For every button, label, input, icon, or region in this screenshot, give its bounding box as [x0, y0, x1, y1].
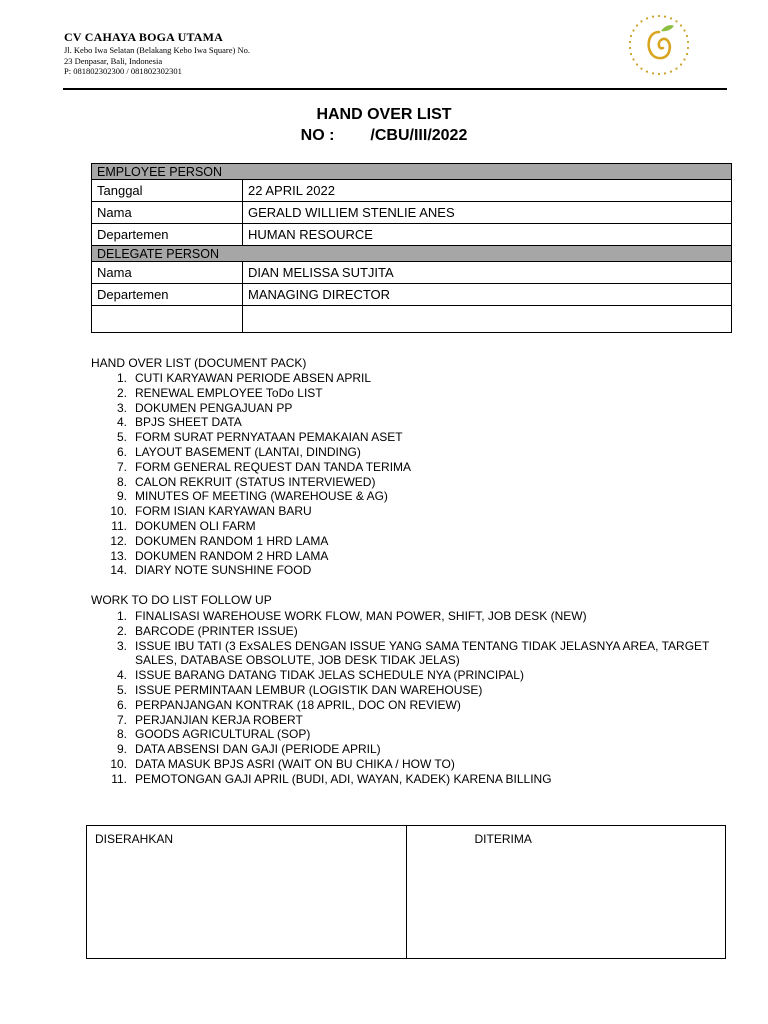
signature-column-diterima — [407, 826, 726, 958]
company-address-line-2: 23 Denpasar, Bali, Indonesia — [64, 55, 163, 66]
list-item — [91, 430, 731, 445]
list-item — [91, 742, 731, 757]
list-item-number: 5. — [116, 430, 127, 445]
list-item-text: FORM SURAT PERNYATAAN PEMAKAIAN ASET — [135, 430, 403, 445]
list-item-text: DIARY NOTE SUNSHINE FOOD — [135, 563, 312, 578]
list-item — [91, 549, 731, 564]
list-item-text: DOKUMEN RANDOM 2 HRD LAMA — [135, 548, 329, 563]
employee-departemen-label: Departemen — [92, 224, 243, 246]
list-item — [91, 698, 731, 713]
diterima-label: DITERIMA — [474, 832, 532, 846]
list-item-number: 7. — [116, 459, 127, 474]
list-item-number: 1. — [116, 609, 127, 623]
list-item-number: 14. — [110, 563, 127, 578]
list-item — [91, 563, 731, 578]
list-item — [91, 504, 731, 519]
person-info-table — [91, 163, 732, 333]
signature-box — [86, 825, 726, 959]
company-address-line-1: Jl. Kebo Iwa Selatan (Belakang Kebo Iwa Square) No. — [64, 45, 250, 55]
company-header — [64, 30, 250, 77]
list-item-text: DOKUMEN RANDOM 1 HRD LAMA — [135, 533, 329, 548]
tanggal-value: 22 APRIL 2022 — [243, 180, 732, 202]
company-logo-icon — [624, 12, 694, 78]
document-title: HAND OVER LIST — [316, 106, 452, 123]
list-item-number: 8. — [116, 727, 127, 742]
list-item-number: 4. — [116, 668, 127, 683]
list-item — [91, 371, 731, 386]
employee-departemen-value: HUMAN RESOURCE — [243, 224, 732, 246]
list-item-text: CUTI KARYAWAN PERIODE ABSEN APRIL — [135, 371, 372, 385]
list-item-number: 9. — [116, 742, 127, 757]
delegate-departemen-value: MANAGING DIRECTOR — [243, 284, 732, 306]
handover-list — [91, 371, 731, 578]
list-item-number: 13. — [110, 548, 127, 563]
list-item-text: ISSUE IBU TATI (3 ExSALES DENGAN ISSUE YANG SAMA TENTANG TIDAK JELASNYA AREA, TARGET SALES, DATABASE OBSOLUTE, JOB DESK TIDAK JELAS) — [135, 638, 710, 668]
list-item — [91, 668, 731, 683]
list-item-number: 10. — [110, 756, 127, 771]
list-item-text: LAYOUT BASEMENT (LANTAI, DINDING) — [135, 444, 361, 459]
list-item-number: 1. — [116, 371, 127, 385]
handover-heading: HAND OVER LIST (DOCUMENT PACK) — [91, 356, 307, 370]
list-item — [91, 639, 731, 669]
list-item — [91, 401, 731, 416]
list-item-text: FINALISASI WAREHOUSE WORK FLOW, MAN POWER, SHIFT, JOB DESK (NEW) — [135, 609, 587, 623]
list-item-text: ISSUE PERMINTAAN LEMBUR (LOGISTIK DAN WAREHOUSE) — [135, 682, 483, 697]
list-item-number: 2. — [116, 623, 127, 638]
list-item — [91, 624, 731, 639]
list-item-number: 10. — [110, 504, 127, 519]
signature-column-diserahkan — [87, 826, 407, 958]
table-row — [92, 224, 732, 246]
list-item-text: DATA MASUK BPJS ASRI (WAIT ON BU CHIKA / HOW TO) — [135, 756, 455, 771]
worktodo-heading: WORK TO DO LIST FOLLOW UP — [91, 593, 272, 607]
list-item-number: 2. — [116, 385, 127, 400]
list-item — [91, 713, 731, 728]
list-item-number: 12. — [110, 533, 127, 548]
table-row-empty — [92, 306, 732, 333]
employee-nama-label: Nama — [92, 202, 243, 224]
list-item-number: 6. — [116, 444, 127, 459]
list-item — [91, 445, 731, 460]
document-number-label: NO : — [300, 127, 335, 144]
list-item-text: CALON REKRUIT (STATUS INTERVIEWED) — [135, 474, 376, 489]
tanggal-label: Tanggal — [92, 180, 243, 202]
list-item-text: DOKUMEN OLI FARM — [135, 518, 256, 533]
list-item-number: 11. — [111, 518, 127, 533]
document-number — [0, 127, 768, 145]
list-item — [91, 757, 731, 772]
list-item-number: 3. — [116, 400, 127, 415]
list-item — [91, 475, 731, 490]
list-item-number: 9. — [116, 489, 127, 504]
list-item — [91, 727, 731, 742]
list-item-text: ISSUE BARANG DATANG TIDAK JELAS SCHEDULE NYA (PRINCIPAL) — [135, 668, 524, 683]
list-item-text: BPJS SHEET DATA — [135, 415, 242, 430]
list-item-number: 4. — [116, 415, 127, 430]
diserahkan-label: DISERAHKAN — [95, 832, 174, 846]
company-name: CV CAHAYA BOGA UTAMA — [64, 30, 224, 44]
list-item-number: 3. — [116, 638, 127, 653]
list-item-number: 7. — [116, 712, 127, 727]
list-item — [91, 609, 731, 624]
delegate-nama-label: Nama — [92, 262, 243, 284]
table-row — [92, 262, 732, 284]
company-phone: P: 081802302300 / 081802302301 — [64, 66, 182, 76]
header-divider — [63, 88, 727, 90]
list-item-text: FORM GENERAL REQUEST DAN TANDA TERIMA — [135, 459, 412, 474]
list-item-text: PEMOTONGAN GAJI APRIL (BUDI, ADI, WAYAN, KADEK) KARENA BILLING — [135, 771, 552, 786]
list-item-text: MINUTES OF MEETING (WAREHOUSE & AG) — [135, 489, 388, 504]
delegate-nama-value: DIAN MELISSA SUTJITA — [243, 262, 732, 284]
list-item-text: DOKUMEN PENGAJUAN PP — [135, 400, 293, 415]
delegate-person-header: DELEGATE PERSON — [92, 246, 732, 262]
list-item — [91, 683, 731, 698]
list-item-number: 8. — [116, 474, 127, 489]
document-number-value: /CBU/III/2022 — [370, 127, 468, 144]
list-item — [91, 519, 731, 534]
employee-person-header: EMPLOYEE PERSON — [92, 164, 732, 180]
list-item-text: GOODS AGRICULTURAL (SOP) — [135, 727, 311, 742]
list-item-text: FORM ISIAN KARYAWAN BARU — [135, 504, 312, 519]
delegate-departemen-label: Departemen — [92, 284, 243, 306]
employee-nama-value: GERALD WILLIEM STENLIE ANES — [243, 202, 732, 224]
list-item-text: PERPANJANGAN KONTRAK (18 APRIL, DOC ON REVIEW) — [135, 697, 461, 712]
list-item — [91, 534, 731, 549]
list-item — [91, 489, 731, 504]
list-item-text: PERJANJIAN KERJA ROBERT — [135, 712, 303, 727]
worktodo-list — [91, 609, 731, 787]
empty-cell — [92, 306, 243, 333]
list-item-text: RENEWAL EMPLOYEE ToDo LIST — [135, 385, 323, 400]
list-item — [91, 386, 731, 401]
table-section-row — [92, 164, 732, 180]
list-item-number: 11. — [111, 771, 127, 786]
list-item — [91, 772, 731, 787]
table-row — [92, 180, 732, 202]
list-item-number: 6. — [116, 697, 127, 712]
table-row — [92, 202, 732, 224]
list-item-number: 5. — [116, 682, 127, 697]
list-item-text: DATA ABSENSI DAN GAJI (PERIODE APRIL) — [135, 742, 381, 757]
table-row — [92, 284, 732, 306]
list-item — [91, 415, 731, 430]
list-item-text: BARCODE (PRINTER ISSUE) — [135, 623, 298, 638]
list-item — [91, 460, 731, 475]
empty-cell — [243, 306, 732, 333]
table-section-row — [92, 246, 732, 262]
